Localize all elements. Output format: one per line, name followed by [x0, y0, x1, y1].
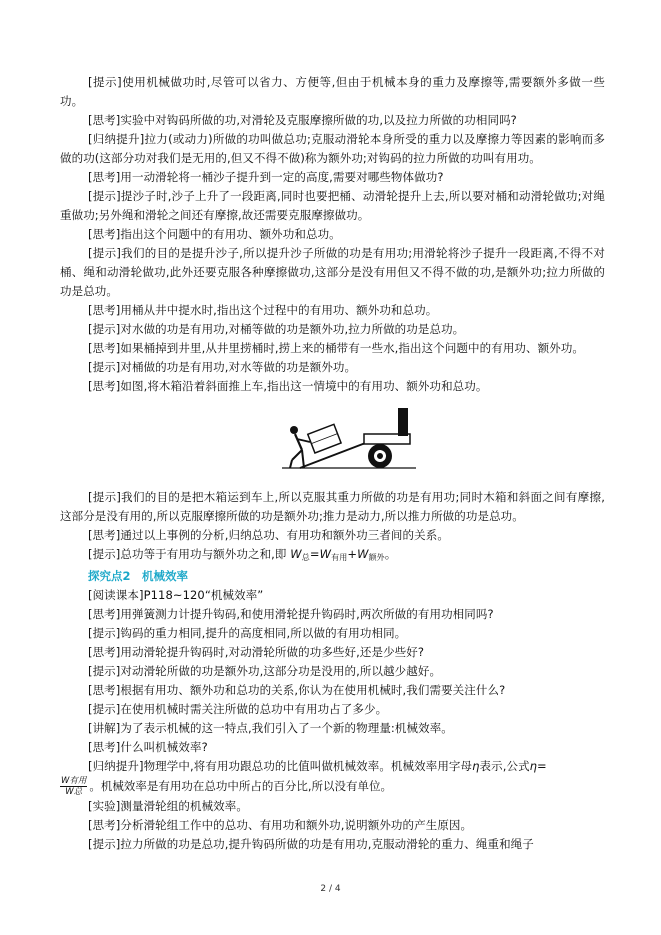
paragraph: [讲解]为了表示机械的这一特点,我们引入了一个新的物理量:机械效率。 [88, 721, 453, 735]
paragraph: [思考]通过以上事例的分析,归纳总功、有用功和额外功三者间的关系。 [88, 528, 449, 542]
efficiency-fraction [60, 776, 87, 797]
paragraph: [思考]什么叫机械效率? [88, 740, 208, 754]
definition-text-end: 表示,公式 [479, 759, 530, 773]
paragraph: [提示]钩码的重力相同,提升的高度相同,所以做的有用功相同。 [88, 626, 407, 640]
paragraph: [提示]对水做的功是有用功,对桶等做的功是额外功,拉力所做的功是总功。 [88, 322, 465, 336]
paragraph: [思考]指出这个问题中的有用功、额外功和总功。 [88, 227, 341, 241]
page-number: 2 / 4 [320, 884, 341, 894]
paragraph: [提示]对桶做的功是有用功,对水等做的功是额外功。 [88, 360, 357, 374]
paragraph: [提示]我们的目的是提升沙子,所以提升沙子所做的功是有用功;用滑轮将沙子提升一段距离,不得不对桶、绳和动滑轮做功,此外还要克服各种摩擦做功,这部分是没有用但又不得不做的功,是额外功;拉力所做的功是总功。 [60, 246, 605, 298]
incline-illustration [280, 404, 420, 480]
formula-w-total: W [290, 547, 302, 561]
paragraph: [思考]用一动滑轮将一桶沙子提升到一定的高度,需要对哪些物体做功? [88, 170, 444, 184]
paragraph: [思考]分析滑轮组工作中的总功、有用功和额外功,说明额外功的产生原因。 [88, 818, 473, 832]
formula-prefix: [提示]总功等于有用功与额外功之和,即 [88, 547, 287, 561]
fraction-denominator: W总 [65, 787, 83, 797]
fraction-numerator: W有用 [61, 776, 87, 786]
paragraph: [思考]用桶从井中提水时,指出这个过程中的有用功、额外功和总功。 [88, 303, 438, 317]
formula-end: 。 [384, 547, 397, 561]
paragraph: [阅读课本]P118~120“机械效率” [88, 588, 264, 602]
paragraph: [思考]实验中对钩码所做的功,对滑轮及克服摩擦所做的功,以及拉力所做的功相同吗? [88, 113, 517, 127]
formula-sub-useful: 有用 [331, 553, 348, 562]
section-heading: 探究点2 机械效率 [88, 569, 189, 583]
paragraph: [归纳提升]拉力(或动力)所做的功叫做总功;克服动滑轮本身所受的重力以及摩擦力等因素的影响而多做的功(这部分功对我们是无用的,但又不得不做)称为额外功;对钩码的拉力所做的功叫有用功。 [60, 132, 605, 165]
formula-w-extra: W [357, 547, 369, 561]
paragraph: [思考]根据有用功、额外功和总功的关系,你认为在使用机械时,我们需要关注什么? [88, 683, 506, 697]
definition-text: [归纳提升]物理学中,将有用功跟总功的比值叫做机械效率。机械效率用字母 [88, 759, 473, 773]
definition-formula-line [60, 776, 605, 797]
definition-paragraph [60, 757, 605, 776]
paragraph: [提示]提沙子时,沙子上升了一段距离,同时也要把桶、动滑轮提升上去,所以要对桶和动滑轮做功;对绳重做功;另外绳和滑轮之间还有摩擦,故还需要克服摩擦做功。 [60, 189, 605, 222]
paragraph: [思考]用动滑轮提升钩码时,对动滑轮所做的功多些好,还是少些好? [88, 645, 425, 659]
paragraph: [提示]我们的目的是把木箱运到车上,所以克服其重力所做的功是有用功;同时木箱和斜面之间有摩擦,这部分是没有用的,所以克服摩擦所做的功是额外功;推力是动力,所以推力所做的功是总功。 [60, 490, 605, 523]
formula-sub-total: 总 [301, 553, 310, 562]
incline-figure [60, 404, 605, 482]
paragraph: [提示]拉力所做的功是总功,提升钩码所做的功是有用功,克服动滑轮的重力、绳重和绳子 [88, 837, 534, 851]
formula-sub-extra: 额外 [368, 553, 385, 562]
paragraph: [提示]对动滑轮所做的功是额外功,这部分功是没用的,所以越少越好。 [88, 664, 442, 678]
paragraph: [思考]如图,将木箱沿着斜面推上车,指出这一情境中的有用功、额外功和总功。 [88, 379, 488, 393]
definition-text-2: 。机械效率是有用功在总功中所占的百分比,所以没有单位。 [89, 779, 393, 793]
paragraph: [思考]用弹簧测力计提升钩码,和使用滑轮提升钩码时,两次所做的有用功相同吗? [88, 607, 494, 621]
formula-w-useful: W [319, 547, 332, 561]
formula-eq: = [309, 547, 320, 561]
paragraph: [实验]测量滑轮组的机械效率。 [88, 799, 248, 813]
paragraph: [提示]在使用机械时需关注所做的总功中有用功占了多少。 [88, 702, 388, 716]
paragraph: [思考]如果桶掉到井里,从井里捞桶时,捞上来的桶带有一些水,指出这个问题中的有用功、额外功。 [88, 341, 585, 355]
formula-paragraph [60, 545, 605, 567]
formula-plus: + [347, 547, 358, 561]
paragraph: [提示]使用机械做功时,尽管可以省力、方便等,但由于机械本身的重力及摩擦等,需要额外多做一些功。 [60, 75, 605, 108]
page-content [60, 73, 605, 854]
formula-eta-eq: η= [529, 759, 547, 773]
eta-symbol: η [472, 759, 480, 773]
